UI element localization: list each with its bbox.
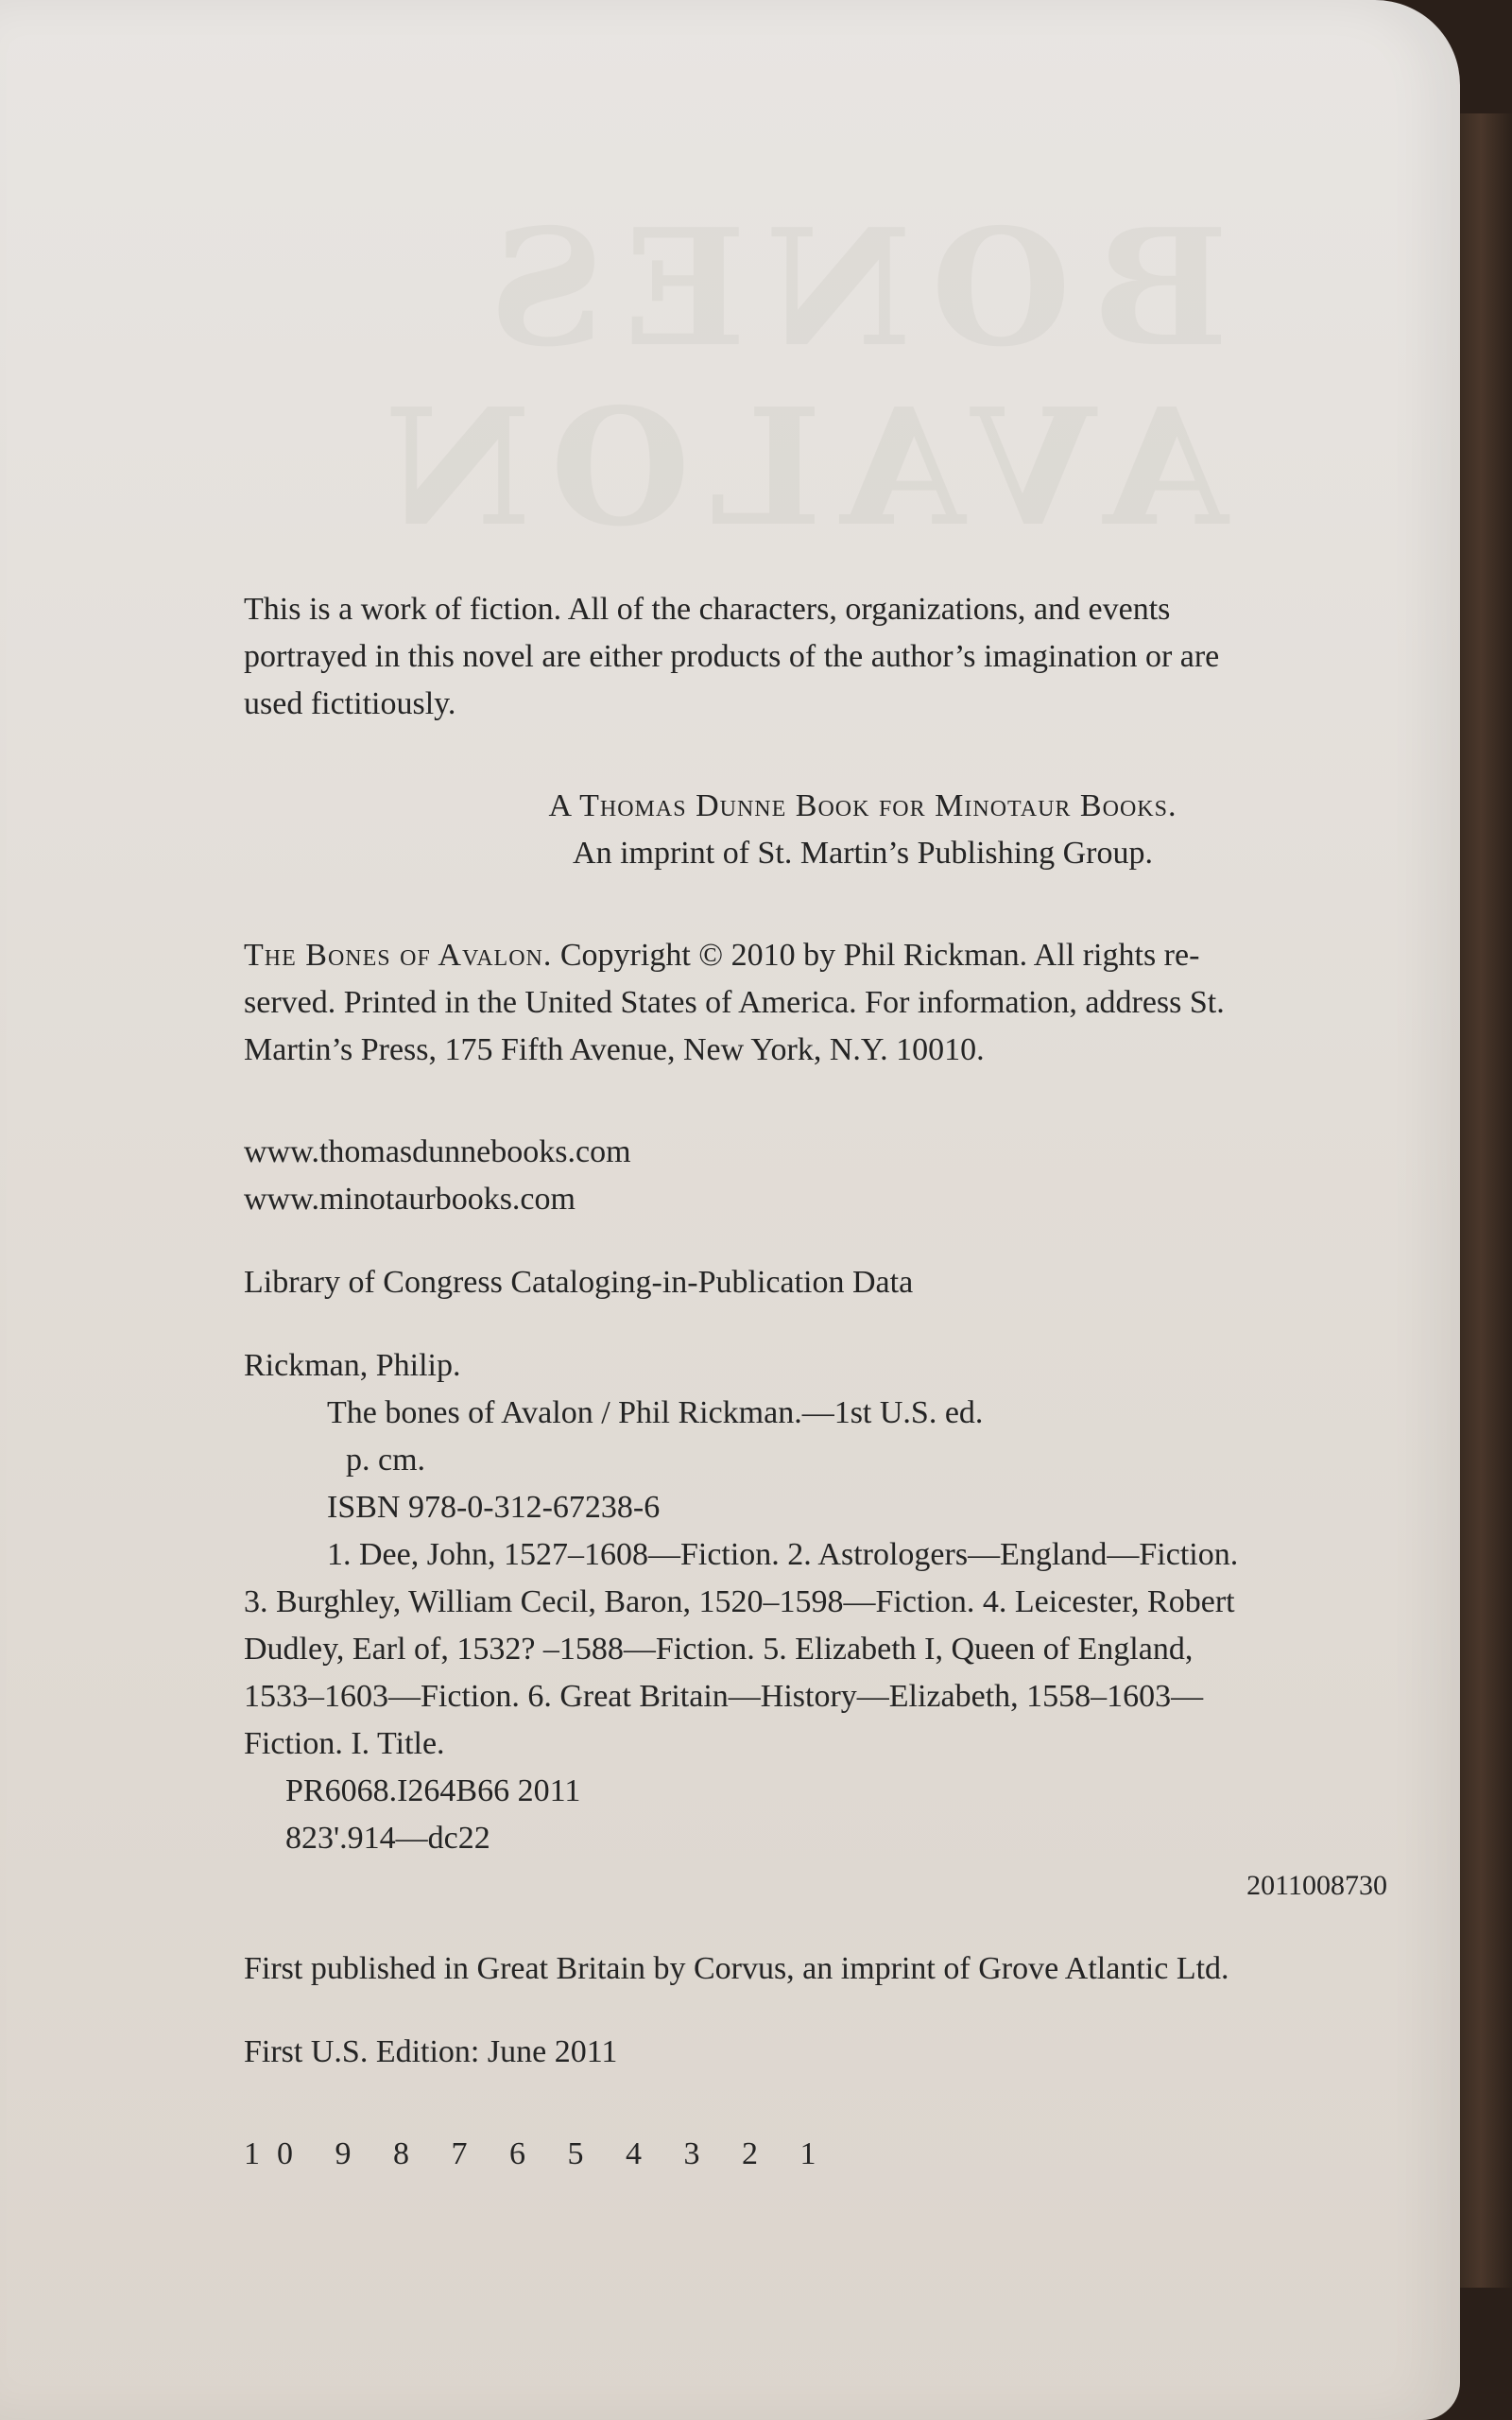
- cip-subjects-4: 1533–1603—Fiction. 6. Great Britain—History—Elizabeth, 1558–1603—: [244, 1679, 1204, 1714]
- imprint-line-1: A Thomas Dunne Book for Minotaur Books.: [548, 788, 1177, 823]
- cip-heading: Library of Congress Cataloging-in-Publication Data: [244, 1265, 914, 1300]
- cip-title: The bones of Avalon / Phil Rickman.—1st U.S. ed.: [327, 1395, 984, 1430]
- website-thomasdunne: www.thomasdunnebooks.com: [244, 1134, 631, 1169]
- page-text: [244, 586, 1425, 2178]
- imprint-line-2: An imprint of St. Martin’s Publishing Group.: [573, 836, 1153, 871]
- disclaimer-line-1: This is a work of fiction. All of the characters, organizations, and events: [244, 592, 1171, 627]
- website-minotaur: www.minotaurbooks.com: [244, 1182, 576, 1217]
- bleed-through-title: BONES AVALON: [365, 194, 1228, 562]
- cip-subjects-2: 3. Burghley, William Cecil, Baron, 1520–1598—Fiction. 4. Leicester, Robert: [244, 1584, 1235, 1619]
- copyright-line-2: served. Printed in the United States of America. For information, address St.: [244, 985, 1225, 1020]
- cip-pages: p. cm.: [346, 1443, 426, 1478]
- cip-author: Rickman, Philip.: [244, 1348, 461, 1383]
- printing-line: 10 9 8 7 6 5 4 3 2 1: [244, 2136, 833, 2171]
- cip-subjects-1: 1. Dee, John, 1527–1608—Fiction. 2. Astrologers—England—Fiction.: [327, 1537, 1239, 1572]
- disclaimer-line-2: portrayed in this novel are either products of the author’s imagination or are: [244, 639, 1220, 674]
- first-published: First published in Great Britain by Corvus, an imprint of Grove Atlantic Ltd.: [244, 1951, 1229, 1986]
- cip-subjects-3: Dudley, Earl of, 1532? –1588—Fiction. 5. Elizabeth I, Queen of England,: [244, 1632, 1194, 1667]
- book-edge: [1460, 113, 1512, 2288]
- cip-dewey: 823'.914—dc22: [285, 1821, 490, 1856]
- cip-subjects-5: Fiction. I. Title.: [244, 1726, 445, 1761]
- cip-call-number: PR6068.I264B66 2011: [285, 1773, 581, 1808]
- cip-isbn: ISBN 978-0-312-67238-6: [327, 1490, 661, 1525]
- first-us-edition: First U.S. Edition: June 2011: [244, 2034, 618, 2069]
- copyright-line-3: Martin’s Press, 175 Fifth Avenue, New York, N.Y. 10010.: [244, 1032, 985, 1067]
- disclaimer-line-3: used fictitiously.: [244, 686, 456, 721]
- copyright-line-1: [244, 932, 1425, 979]
- cip-lccn: 2011008730: [1246, 1870, 1387, 1901]
- copyright-line-1-rest: Copyright © 2010 by Phil Rickman. All rights re-: [552, 938, 1200, 973]
- copyright-book-title: The Bones of Avalon.: [244, 938, 553, 973]
